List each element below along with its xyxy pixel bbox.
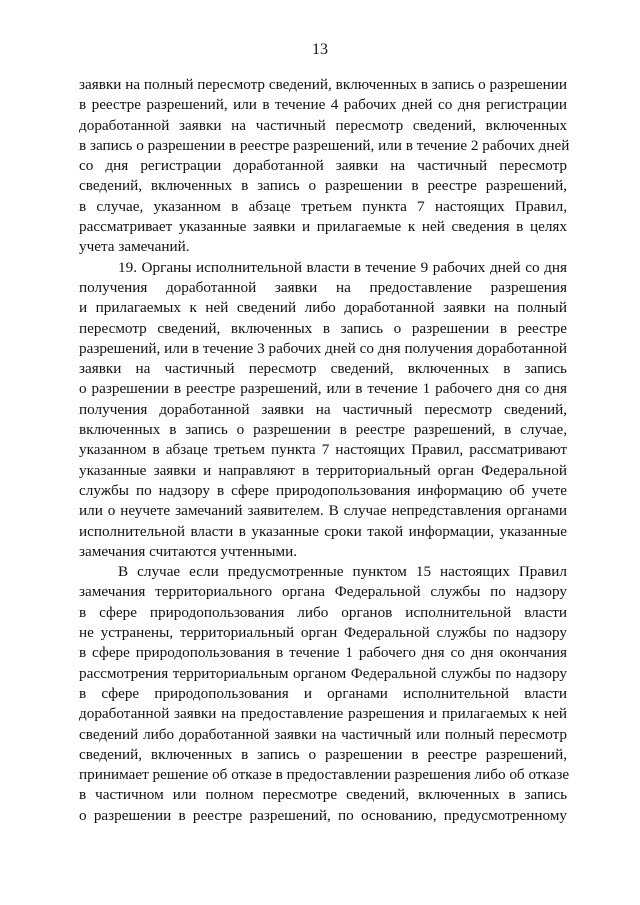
text-line: указанные заявки и направляют в территориальный орган Федеральной (79, 461, 567, 479)
body-text (79, 75, 570, 826)
text-line: в реестре разрешений, или в течение 4 рабочих дней со дня регистрации (79, 96, 567, 114)
text-line: в сфере природопользования в течение 1 рабочего дня со дня окончания (79, 644, 567, 662)
text-line: в случае, указанном в абзаце третьем пункта 7 настоящих Правил, (79, 197, 567, 215)
text-line: рассмотрения территориальным органом Федеральной службы по надзору (79, 664, 567, 682)
text-line: принимает решение об отказе в предоставлении разрешения либо об отказе (79, 766, 570, 784)
text-line: о разрешении в реестре разрешений, по основанию, предусмотренному (79, 806, 567, 824)
paragraph-start-line: В случае если предусмотренные пунктом 15 настоящих Правил (118, 563, 567, 581)
text-line: не устранены, территориальный орган Федеральной службы по надзору (79, 624, 567, 642)
text-line: со дня регистрации доработанной заявки на частичный пересмотр (79, 157, 567, 175)
text-line: замечания территориального органа Федеральной службы по надзору (79, 583, 567, 601)
text-line: учета замечаний. (79, 238, 190, 256)
text-line: в запись о разрешении в реестре разрешений, или в течение 2 рабочих дней (79, 136, 570, 154)
text-line: доработанной заявки на частичный пересмотр сведений, включенных (79, 116, 567, 134)
text-line: или о неучете замечаний заявителем. В случае непредставления органами (79, 502, 567, 520)
text-line: получения доработанной заявки на предоставление разрешения (79, 278, 567, 296)
text-line: в частичном или полном пересмотре сведений, включенных в запись (79, 786, 567, 804)
text-line: сведений либо доработанной заявки на частичный или полный пересмотр (79, 725, 567, 743)
text-line: заявки на частичный пересмотр сведений, включенных в запись (79, 360, 567, 378)
text-line: замечания считаются учтенными. (79, 542, 297, 560)
text-line: пересмотр сведений, включенных в запись о разрешении в реестре (79, 319, 567, 337)
text-line: указанном в абзаце третьем пункта 7 настоящих Правил, рассматривают (79, 441, 567, 459)
text-line: исполнительной власти в указанные сроки такой информации, указанные (79, 522, 567, 540)
text-line: получения доработанной заявки на частичный пересмотр сведений, (79, 400, 567, 418)
text-line: заявки на полный пересмотр сведений, включенных в запись о разрешении (79, 76, 567, 93)
text-line: сведений, включенных в запись о разрешении в реестре разрешений, (79, 745, 567, 763)
text-line: включенных в запись о разрешении в реестре разрешений, в случае, (79, 421, 567, 439)
text-line: и прилагаемых к ней сведений либо доработанной заявки на полный (79, 299, 567, 317)
text-line: в сфере природопользования либо органов исполнительной власти (79, 603, 567, 621)
paragraph-start-line: 19. Органы исполнительной власти в течение 9 рабочих дней со дня (118, 258, 567, 276)
text-line: доработанной заявки на предоставление разрешения и прилагаемых к ней (79, 705, 567, 723)
text-line: в сфере природопользования и органами исполнительной власти (79, 684, 567, 702)
text-line: сведений, включенных в запись о разрешении в реестре разрешений, (79, 177, 567, 195)
text-line: рассматривает указанные заявки и прилагаемые к ней сведения в целях (79, 218, 567, 236)
page-number: 13 (312, 41, 328, 58)
text-line: разрешений, или в течение 3 рабочих дней со дня получения доработанной (79, 339, 567, 357)
text-line: о разрешении в реестре разрешений, или в течение 1 рабочего дня со дня (79, 380, 567, 398)
text-line: службы по надзору в сфере природопользования информацию об учете (79, 481, 567, 499)
